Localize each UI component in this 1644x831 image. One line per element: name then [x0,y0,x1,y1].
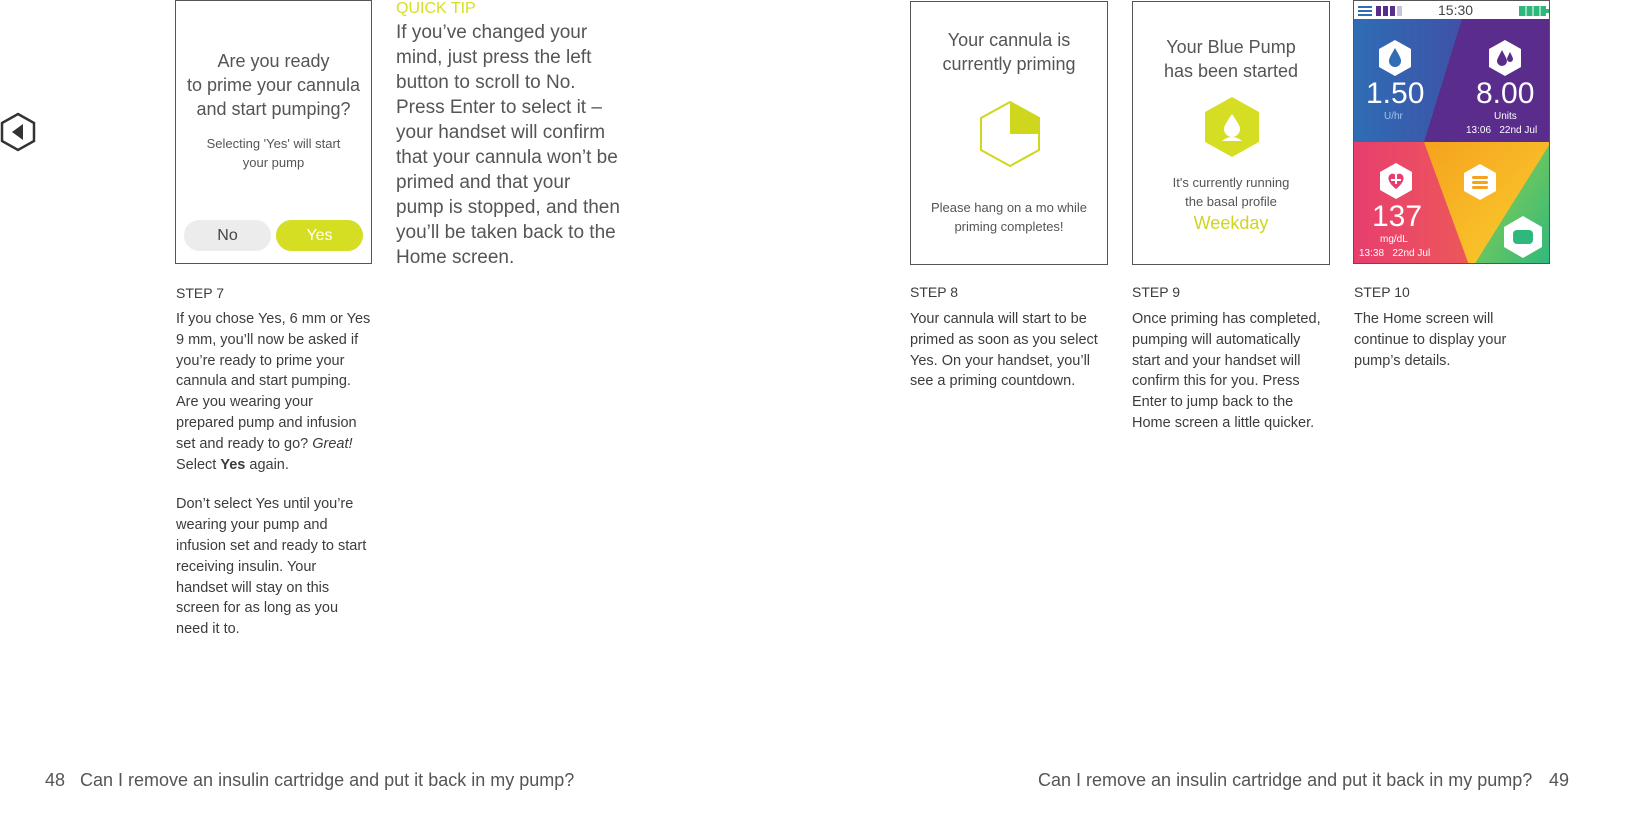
pump-started-icon [1202,95,1262,159]
basal-profile-name: Weekday [1193,213,1269,233]
basal-value: 1.50 [1366,77,1425,110]
quick-tip-title: QUICK TIP [396,0,476,17]
glucose-unit: mg/dL [1380,234,1408,245]
glucose-timestamp: 13:38 22nd Jul [1359,248,1431,259]
drops-icon [1488,39,1522,77]
bolus-unit: Units [1494,111,1517,122]
step7-body [176,309,371,640]
step8-label: STEP 8 [910,284,958,300]
yes-button[interactable]: Yes [276,220,363,251]
quick-tip [396,0,621,270]
left-page-number: 48 [45,770,66,790]
step7-screen-subtitle: Selecting 'Yes' will start your pump [206,136,341,170]
battery-icon [1519,6,1549,16]
no-button[interactable]: No [184,220,271,251]
bolus-tile[interactable] [1454,19,1550,142]
step7-screen [175,0,372,264]
glucose-tile[interactable] [1354,142,1444,264]
step8-screen-title: Your cannula is currently priming [942,30,1076,74]
status-time: 15:30 [1438,2,1474,18]
heart-icon [1379,162,1413,200]
hexagon-icon[interactable] [1503,215,1543,259]
step10-body: The Home screen will continue to display your pump’s details. [1354,311,1507,369]
step9-screen-title: Your Blue Pump has been started [1163,37,1299,81]
step10-label: STEP 10 [1354,284,1410,300]
back-arrow-icon [0,112,36,152]
signal-icon [1376,6,1402,16]
step9-screen-subtitle: It's currently running the basal profile [1172,175,1290,209]
bolus-value: 8.00 [1476,77,1535,110]
right-running-title: Can I remove an insulin cartridge and put it back in my pump? [1038,770,1533,790]
basal-unit: U/hr [1384,111,1403,122]
list-icon[interactable] [1463,163,1497,201]
step7-paragraph-2: Don’t select Yes until you’re wearing your pump and infusion set and ready to start receiving insulin. Your handset will stay on this screen for as long as you need it to. [176,496,367,638]
step7-screen-title: Are you ready to prime your cannula and start pumping? [186,51,361,119]
step8-screen [910,1,1108,265]
step8-body: Your cannula will start to be primed as soon as you select Yes. On your handset, you’ll see a priming countdown. [910,311,1098,390]
priming-countdown-icon [978,99,1042,169]
right-page-number: 49 [1549,770,1570,790]
quick-tip-body: If you’ve changed your mind, just press the left button to scroll to No. Press Enter to select it – your handset will confirm that your cannula won’t be primed and that your pump is stopped, and then you’ll be taken back to the Home screen. [396,22,620,268]
step9-body: Once priming has completed, pumping will automatically start and your handset will confirm this for you. Press Enter to jump back to the Home screen a little quicker. [1132,311,1321,431]
step9-label: STEP 9 [1132,284,1180,300]
glucose-value: 137 [1372,200,1423,233]
drop-icon [1378,39,1412,77]
basal-tile[interactable] [1354,19,1434,142]
step7-paragraph-1: If you chose Yes, 6 mm or Yes 9 mm, you’ll now be asked if you’re ready to prime your cannula and start pumping. Are you wearing your prepared pump and infusion set and ready to go? Great! Select Yes again. [176,311,371,473]
back-button[interactable] [0,112,36,152]
bolus-timestamp: 13:06 22nd Jul [1466,125,1538,136]
step9-screen [1132,1,1330,265]
step7-label: STEP 7 [176,285,224,301]
menu-icon[interactable] [1358,6,1372,16]
step10-home-screen [1353,0,1550,264]
step8-screen-subtitle: Please hang on a mo while priming completes! [930,200,1088,234]
left-running-title: Can I remove an insulin cartridge and put it back in my pump? [80,770,575,790]
